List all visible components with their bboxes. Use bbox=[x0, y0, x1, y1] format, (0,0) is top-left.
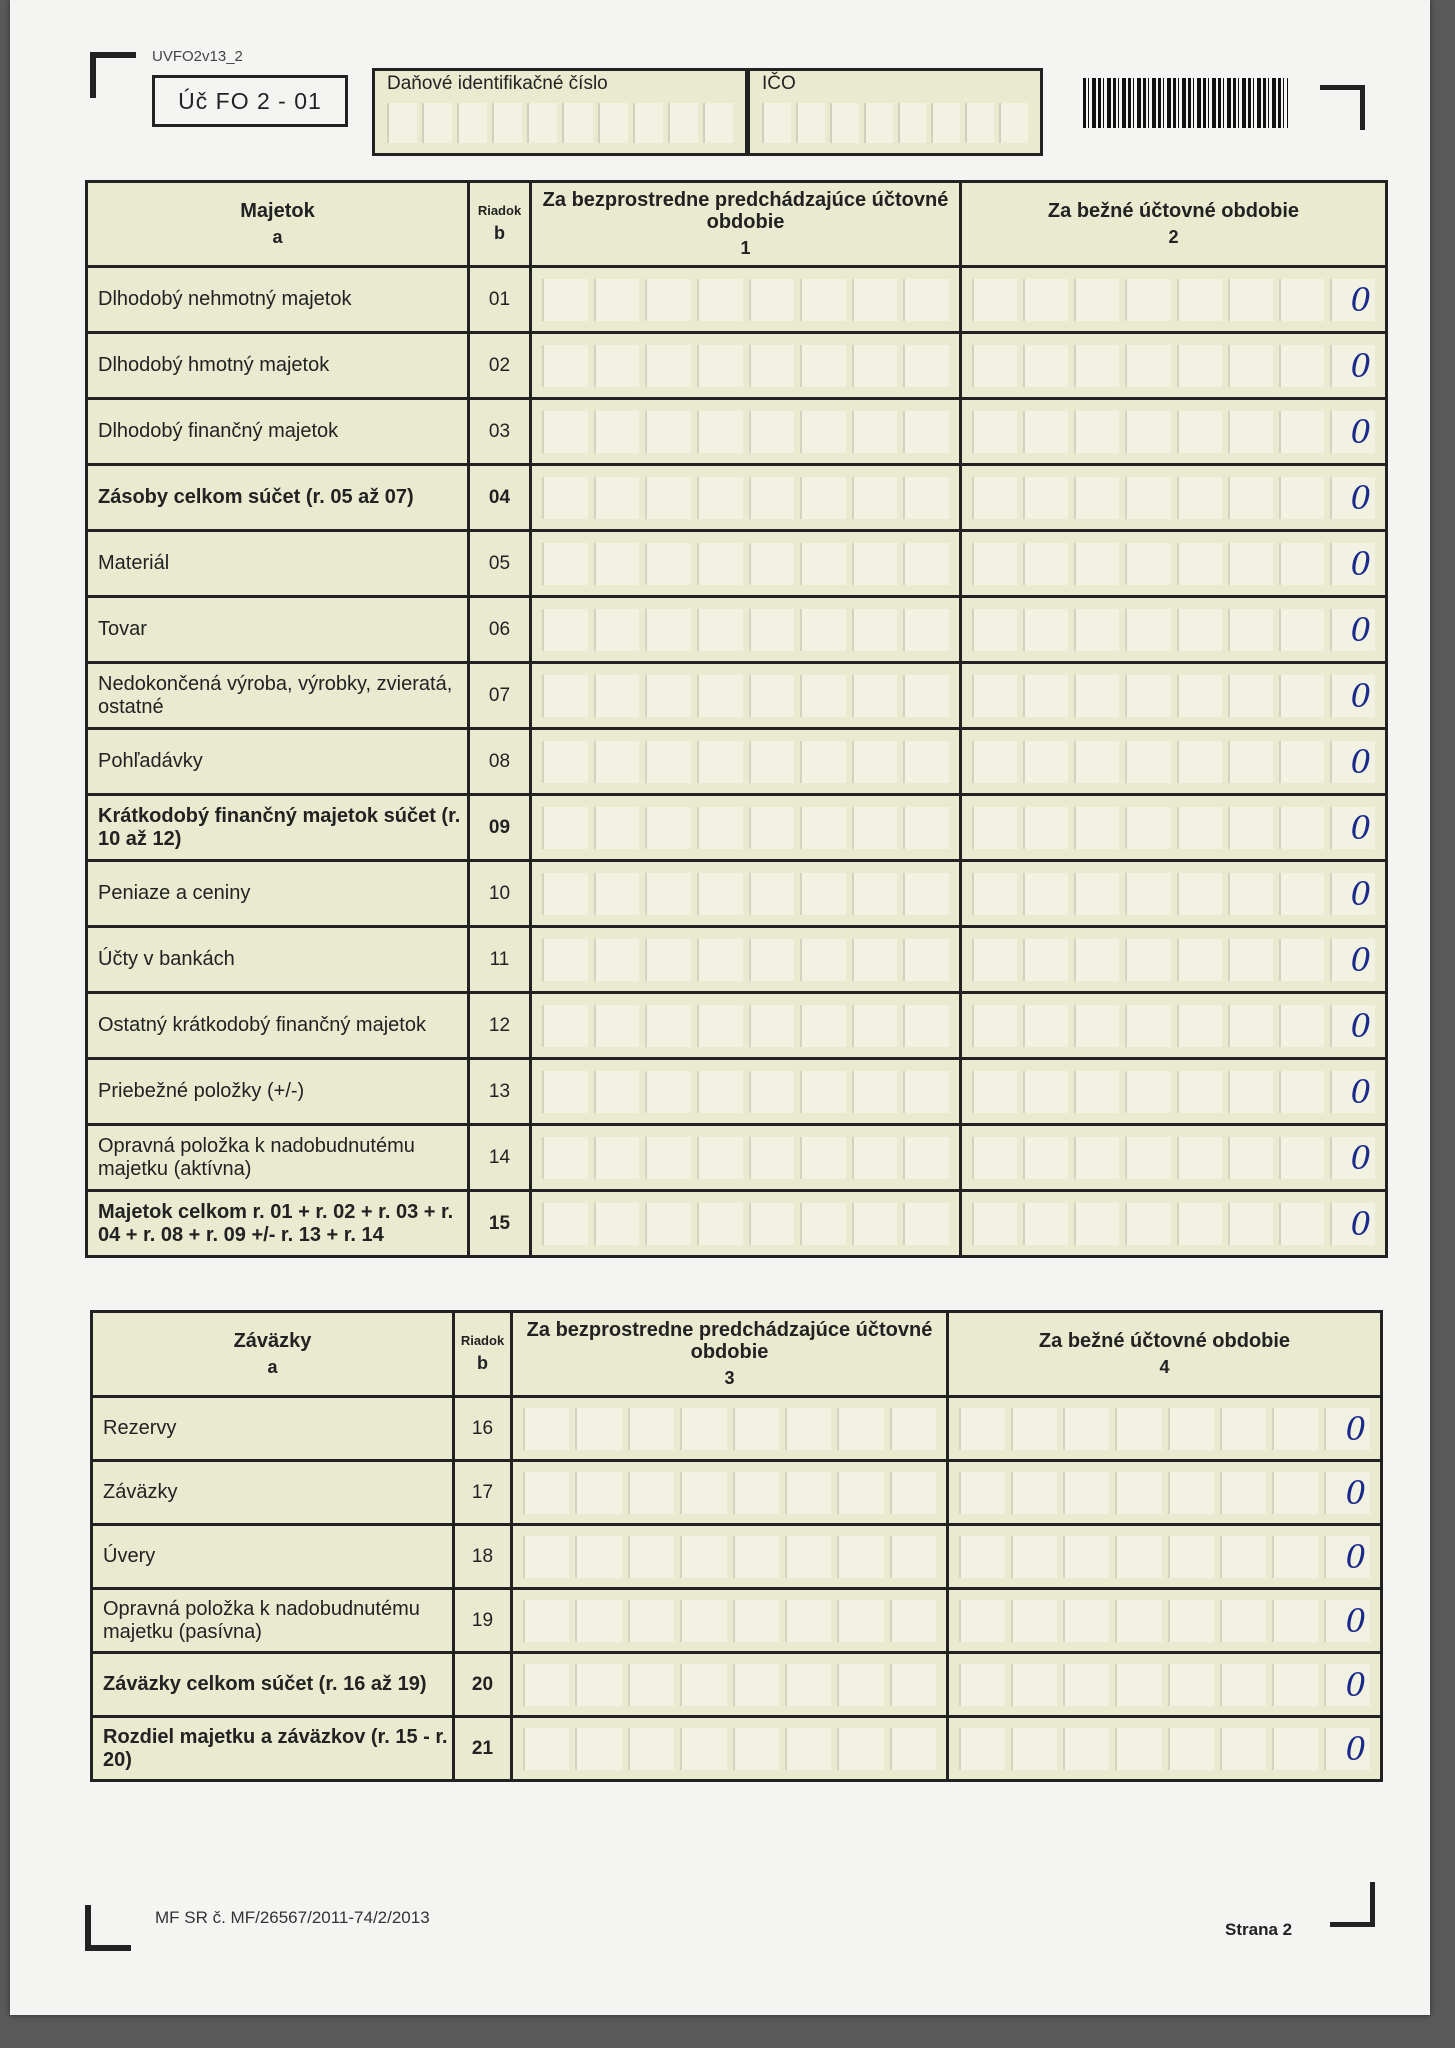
table-row bbox=[87, 1125, 1387, 1191]
row-label: Opravná položka k nadobudnutému majetku (aktívna) bbox=[87, 1125, 469, 1191]
row-label: Opravná položka k nadobudnutému majetku (pasívna) bbox=[92, 1589, 454, 1653]
current-period-input[interactable] bbox=[961, 531, 1387, 597]
handwritten-value: 0 bbox=[1345, 1601, 1366, 1640]
row-label: Rozdiel majetku a záväzkov (r. 15 - r. 20) bbox=[92, 1717, 454, 1781]
previous-period-input[interactable] bbox=[531, 465, 961, 531]
liab-col-3-header: Za bezprostredne predchádzajúce účtovné obdobie 3 bbox=[512, 1312, 948, 1397]
current-period-input[interactable] bbox=[961, 861, 1387, 927]
table-row bbox=[87, 795, 1387, 861]
current-period-input[interactable] bbox=[961, 795, 1387, 861]
current-period-input[interactable] bbox=[961, 1125, 1387, 1191]
table-row bbox=[92, 1397, 1382, 1461]
form-page bbox=[10, 0, 1430, 2015]
row-line-number: 13 bbox=[469, 1059, 531, 1125]
row-line-number: 15 bbox=[469, 1191, 531, 1257]
row-label: Záväzky celkom súčet (r. 16 až 19) bbox=[92, 1653, 454, 1717]
table-row bbox=[87, 399, 1387, 465]
current-period-input[interactable] bbox=[961, 663, 1387, 729]
current-period-input[interactable] bbox=[948, 1525, 1382, 1589]
row-line-number: 12 bbox=[469, 993, 531, 1059]
handwritten-value: 0 bbox=[1345, 1473, 1366, 1512]
previous-period-input[interactable] bbox=[531, 1125, 961, 1191]
table-row bbox=[87, 267, 1387, 333]
handwritten-value: 0 bbox=[1350, 808, 1371, 847]
row-line-number: 01 bbox=[469, 267, 531, 333]
row-label: Nedokončená výroba, výrobky, zvieratá, ostatné bbox=[87, 663, 469, 729]
table-row bbox=[87, 1059, 1387, 1125]
table-row bbox=[92, 1653, 1382, 1717]
previous-period-input[interactable] bbox=[512, 1461, 948, 1525]
barcode bbox=[1083, 78, 1288, 128]
row-label: Dlhodobý hmotný majetok bbox=[87, 333, 469, 399]
ico-label: IČO bbox=[762, 73, 796, 94]
row-line-number: 09 bbox=[469, 795, 531, 861]
table-row bbox=[92, 1717, 1382, 1781]
handwritten-value: 0 bbox=[1350, 412, 1371, 451]
previous-period-input[interactable] bbox=[512, 1525, 948, 1589]
table-row bbox=[87, 927, 1387, 993]
row-label: Účty v bankách bbox=[87, 927, 469, 993]
previous-period-input[interactable] bbox=[531, 333, 961, 399]
row-line-number: 11 bbox=[469, 927, 531, 993]
current-period-input[interactable] bbox=[961, 1059, 1387, 1125]
handwritten-value: 0 bbox=[1345, 1537, 1366, 1576]
table-row bbox=[92, 1461, 1382, 1525]
table-row bbox=[87, 729, 1387, 795]
table-row bbox=[87, 531, 1387, 597]
row-line-number: 06 bbox=[469, 597, 531, 663]
row-label: Pohľadávky bbox=[87, 729, 469, 795]
table-row bbox=[87, 663, 1387, 729]
form-code: UVFO2v13_2 bbox=[152, 48, 243, 65]
row-line-number: 03 bbox=[469, 399, 531, 465]
form-id-box: Úč FO 2 - 01 bbox=[152, 75, 348, 127]
previous-period-input[interactable] bbox=[531, 993, 961, 1059]
previous-period-input[interactable] bbox=[531, 1059, 961, 1125]
current-period-input[interactable] bbox=[961, 993, 1387, 1059]
handwritten-value: 0 bbox=[1345, 1665, 1366, 1704]
previous-period-input[interactable] bbox=[531, 267, 961, 333]
footer-reference: MF SR č. MF/26567/2011-74/2/2013 bbox=[155, 1908, 430, 1927]
table-row bbox=[87, 993, 1387, 1059]
row-line-number: 08 bbox=[469, 729, 531, 795]
previous-period-input[interactable] bbox=[531, 531, 961, 597]
table-row bbox=[87, 597, 1387, 663]
previous-period-input[interactable] bbox=[512, 1397, 948, 1461]
previous-period-input[interactable] bbox=[531, 597, 961, 663]
current-period-input[interactable] bbox=[961, 399, 1387, 465]
row-line-number: 16 bbox=[454, 1397, 512, 1461]
previous-period-input[interactable] bbox=[512, 1653, 948, 1717]
handwritten-value: 0 bbox=[1345, 1729, 1366, 1768]
row-label: Dlhodobý finančný majetok bbox=[87, 399, 469, 465]
row-label: Dlhodobý nehmotný majetok bbox=[87, 267, 469, 333]
row-label: Rezervy bbox=[92, 1397, 454, 1461]
row-line-number: 19 bbox=[454, 1589, 512, 1653]
row-label: Záväzky bbox=[92, 1461, 454, 1525]
table-row bbox=[92, 1525, 1382, 1589]
row-line-number: 04 bbox=[469, 465, 531, 531]
handwritten-value: 0 bbox=[1350, 1204, 1371, 1243]
row-line-number: 17 bbox=[454, 1461, 512, 1525]
row-label: Ostatný krátkodobý finančný majetok bbox=[87, 993, 469, 1059]
assets-col-2-header: Za bežné účtovné obdobie 2 bbox=[961, 182, 1387, 267]
current-period-input[interactable] bbox=[961, 333, 1387, 399]
corner-mark-bottom-left bbox=[85, 1905, 131, 1951]
current-period-input[interactable] bbox=[961, 597, 1387, 663]
current-period-input[interactable] bbox=[961, 927, 1387, 993]
handwritten-value: 0 bbox=[1350, 676, 1371, 715]
page-number: Strana 2 bbox=[1225, 1920, 1293, 1939]
handwritten-value: 0 bbox=[1350, 940, 1371, 979]
current-period-input[interactable] bbox=[948, 1653, 1382, 1717]
handwritten-value: 0 bbox=[1350, 280, 1371, 319]
assets-table bbox=[85, 180, 1388, 1258]
handwritten-value: 0 bbox=[1350, 544, 1371, 583]
handwritten-value: 0 bbox=[1350, 874, 1371, 913]
row-label: Úvery bbox=[92, 1525, 454, 1589]
current-period-input[interactable] bbox=[961, 729, 1387, 795]
row-label: Krátkodobý finančný majetok súčet (r. 10 až 12) bbox=[87, 795, 469, 861]
table-row bbox=[87, 1191, 1387, 1257]
row-label: Zásoby celkom súčet (r. 05 až 07) bbox=[87, 465, 469, 531]
row-label: Peniaze a ceniny bbox=[87, 861, 469, 927]
handwritten-value: 0 bbox=[1350, 610, 1371, 649]
current-period-input[interactable] bbox=[948, 1717, 1382, 1781]
previous-period-input[interactable] bbox=[531, 861, 961, 927]
current-period-input[interactable] bbox=[948, 1397, 1382, 1461]
handwritten-value: 0 bbox=[1350, 1006, 1371, 1045]
table-row bbox=[87, 465, 1387, 531]
table-row bbox=[87, 861, 1387, 927]
corner-mark-top-right bbox=[1320, 85, 1365, 130]
handwritten-value: 0 bbox=[1350, 478, 1371, 517]
previous-period-input[interactable] bbox=[531, 729, 961, 795]
row-label: Tovar bbox=[87, 597, 469, 663]
handwritten-value: 0 bbox=[1350, 742, 1371, 781]
current-period-input[interactable] bbox=[948, 1461, 1382, 1525]
handwritten-value: 0 bbox=[1350, 346, 1371, 385]
row-line-number: 20 bbox=[454, 1653, 512, 1717]
corner-mark-top-left bbox=[90, 52, 136, 98]
tax-id-label: Daňové identifikačné číslo bbox=[387, 73, 608, 94]
previous-period-input[interactable] bbox=[531, 795, 961, 861]
row-label: Materiál bbox=[87, 531, 469, 597]
row-line-number: 10 bbox=[469, 861, 531, 927]
row-label: Majetok celkom r. 01 + r. 02 + r. 03 + r. 04 + r. 08 + r. 09 +/- r. 13 + r. 14 bbox=[87, 1191, 469, 1257]
previous-period-input[interactable] bbox=[531, 399, 961, 465]
previous-period-input[interactable] bbox=[531, 663, 961, 729]
assets-col-b-header: Riadok b bbox=[469, 182, 531, 267]
row-label: Priebežné položky (+/-) bbox=[87, 1059, 469, 1125]
row-line-number: 14 bbox=[469, 1125, 531, 1191]
row-line-number: 05 bbox=[469, 531, 531, 597]
liab-col-b-header: Riadok b bbox=[454, 1312, 512, 1397]
liabilities-table bbox=[90, 1310, 1383, 1782]
table-row bbox=[87, 333, 1387, 399]
ico-field[interactable] bbox=[747, 68, 1043, 156]
current-period-input[interactable] bbox=[961, 267, 1387, 333]
assets-col-a-header: Majetok a bbox=[87, 182, 469, 267]
liab-col-4-header: Za bežné účtovné obdobie 4 bbox=[948, 1312, 1382, 1397]
row-line-number: 07 bbox=[469, 663, 531, 729]
previous-period-input[interactable] bbox=[531, 927, 961, 993]
handwritten-value: 0 bbox=[1350, 1138, 1371, 1177]
previous-period-input[interactable] bbox=[512, 1717, 948, 1781]
row-line-number: 18 bbox=[454, 1525, 512, 1589]
previous-period-input[interactable] bbox=[531, 1191, 961, 1257]
current-period-input[interactable] bbox=[961, 1191, 1387, 1257]
current-period-input[interactable] bbox=[948, 1589, 1382, 1653]
table-row bbox=[92, 1589, 1382, 1653]
liab-col-a-header: Záväzky a bbox=[92, 1312, 454, 1397]
current-period-input[interactable] bbox=[961, 465, 1387, 531]
row-line-number: 02 bbox=[469, 333, 531, 399]
handwritten-value: 0 bbox=[1345, 1409, 1366, 1448]
previous-period-input[interactable] bbox=[512, 1589, 948, 1653]
assets-col-1-header: Za bezprostredne predchádzajúce účtovné obdobie 1 bbox=[531, 182, 961, 267]
row-line-number: 21 bbox=[454, 1717, 512, 1781]
tax-id-field[interactable] bbox=[372, 68, 748, 156]
corner-mark-bottom-right bbox=[1330, 1882, 1375, 1927]
handwritten-value: 0 bbox=[1350, 1072, 1371, 1111]
